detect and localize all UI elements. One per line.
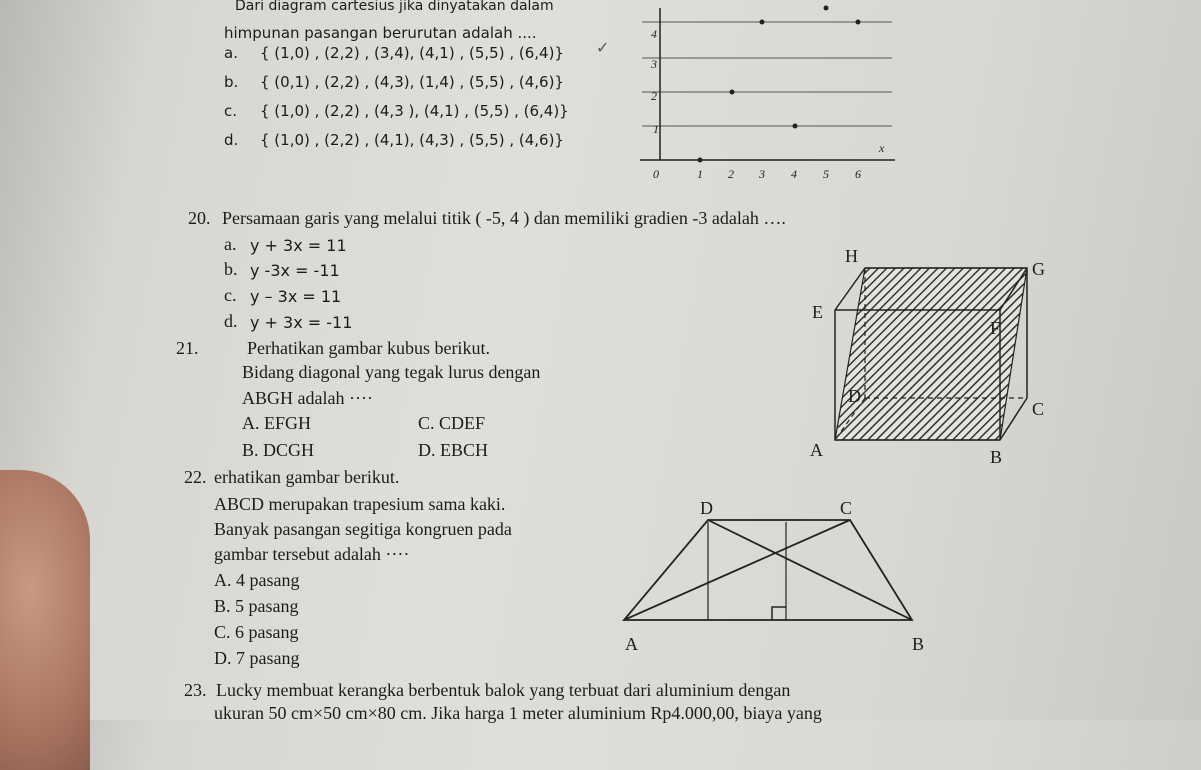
cube-label-b: B <box>990 447 1003 467</box>
q20-option-d-text: y + 3x = -11 <box>250 313 353 332</box>
x-tick-3: 3 <box>759 167 765 181</box>
trap-label-b: B <box>912 634 925 654</box>
q21-line3: ABGH adalah ···· <box>242 388 373 408</box>
cube-label-a: A <box>810 440 823 460</box>
q20-option-c-text: y – 3x = 11 <box>250 287 342 306</box>
cube-label-d: D <box>848 386 861 406</box>
q20-option-a-text: y + 3x = 11 <box>250 236 347 255</box>
q20-option-c-label: c. <box>224 285 237 305</box>
y-tick-1: 1 <box>653 122 659 136</box>
trap-label-a: A <box>625 634 638 654</box>
q22-option-c: C. 6 pasang <box>214 622 299 642</box>
origin-label: 0 <box>653 167 659 181</box>
y-tick-4: 4 <box>651 27 657 41</box>
trapezoid-abcd <box>624 520 912 620</box>
cube-label-g: G <box>1032 259 1045 279</box>
cube-label-h: H <box>845 246 858 266</box>
q20-option-d-label: d. <box>224 311 238 331</box>
q22-line3: Banyak pasangan segitiga kongruen pada <box>214 519 512 539</box>
cube-label-c: C <box>1032 399 1045 419</box>
q20-number: 20. <box>188 208 211 228</box>
q21-line2: Bidang diagonal yang tegak lurus dengan <box>242 362 541 382</box>
q20-option-a-label: a. <box>224 234 237 254</box>
x-tick-5: 5 <box>823 167 829 181</box>
q19-option-c-text: { (1,0) , (2,2) , (4,3 ), (4,1) , (5,5) , (6,4)} <box>260 102 569 120</box>
q22-line2: ABCD merupakan trapesium sama kaki. <box>214 494 506 514</box>
q22-option-a: A. 4 pasang <box>214 570 300 590</box>
q21-option-d: D. EBCH <box>418 440 489 460</box>
q19-option-a-text: { (1,0) , (2,2) , (3,4), (4,1) , (5,5) , (6,4)} <box>260 44 564 62</box>
q23-line1: Lucky membuat kerangka berbentuk balok yang terbuat dari aluminium dengan <box>216 680 791 700</box>
q21-number: 21. <box>176 338 199 358</box>
x-tick-1: 1 <box>697 167 703 181</box>
q21-option-a: A. EFGH <box>242 413 312 433</box>
q20-option-b-label: b. <box>224 259 238 279</box>
q19-option-a-label: a. <box>224 44 238 62</box>
q21-option-b: B. DCGH <box>242 440 315 460</box>
trap-label-c: C <box>840 498 853 518</box>
cube-label-e: E <box>812 302 823 322</box>
x-tick-4: 4 <box>791 167 797 181</box>
q19-line1: Dari diagram cartesius jika dinyatakan dalam <box>235 0 554 14</box>
cube-label-f: F <box>990 318 1001 338</box>
q19-option-d-label: d. <box>224 131 239 149</box>
q20-text: Persamaan garis yang melalui titik ( -5, 4 ) dan memiliki gradien -3 adalah …. <box>222 208 786 228</box>
q20-option-b-text: y -3x = -11 <box>250 261 340 280</box>
x-tick-6: 6 <box>855 167 861 181</box>
y-tick-2: 2 <box>651 89 657 103</box>
y-tick-3: 3 <box>651 57 657 71</box>
q19-option-b-label: b. <box>224 73 239 91</box>
q23-line2: ukuran 50 cm×50 cm×80 cm. Jika harga 1 meter aluminium Rp4.000,00, biaya yang <box>214 703 822 723</box>
q23-number: 23. <box>184 680 207 700</box>
x-axis-label: x <box>879 141 885 155</box>
q19-option-b-text: { (0,1) , (2,2) , (4,3), (1,4) , (5,5) , (4,6)} <box>260 73 564 91</box>
right-angle-mark <box>772 607 786 620</box>
q19-option-d-text: { (1,0) , (2,2) , (4,1), (4,3) , (5,5) , (4,6)} <box>260 131 564 149</box>
x-tick-2: 2 <box>728 167 734 181</box>
q22-line4: gambar tersebut adalah ···· <box>214 544 410 564</box>
q22-number: 22. <box>184 467 207 487</box>
q21-option-c: C. CDEF <box>418 413 486 433</box>
q22-option-d: D. 7 pasang <box>214 648 300 668</box>
q21-line1: Perhatikan gambar kubus berikut. <box>247 338 490 358</box>
q22-line1: erhatikan gambar berikut. <box>214 467 400 487</box>
trap-label-d: D <box>700 498 713 518</box>
check-mark-icon: ✓ <box>596 38 610 57</box>
q19-line2: himpunan pasangan berurutan adalah .... <box>224 24 537 42</box>
q22-option-b: B. 5 pasang <box>214 596 299 616</box>
q19-option-c-label: c. <box>224 102 238 120</box>
